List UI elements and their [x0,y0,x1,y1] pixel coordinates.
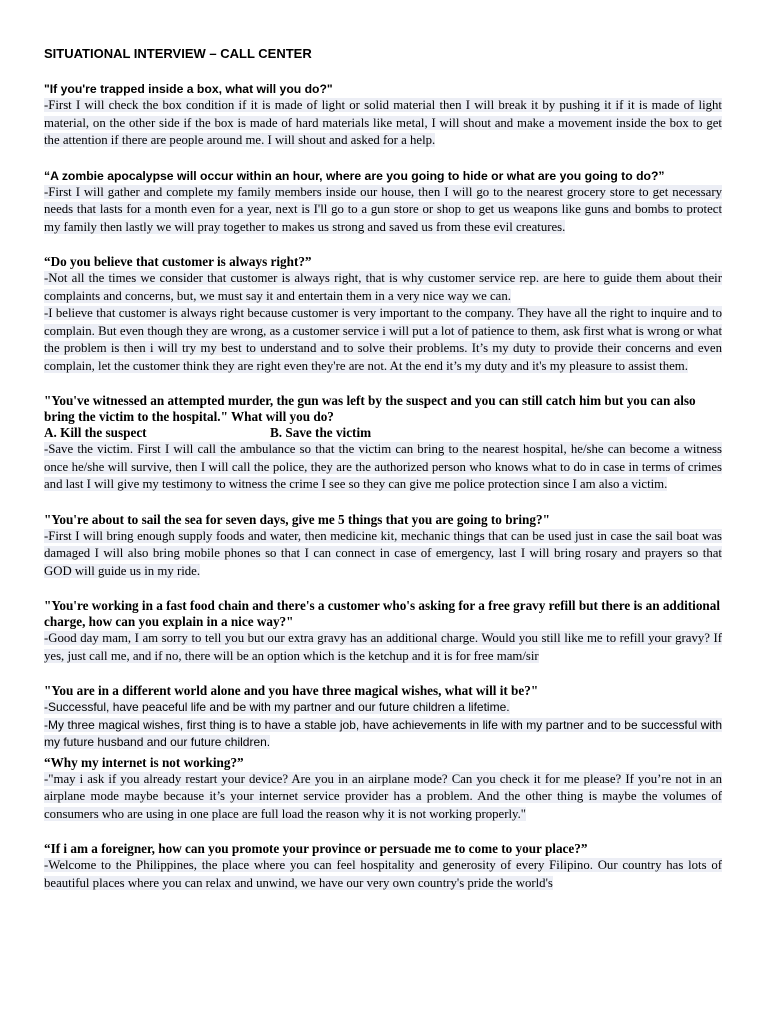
question-gravy: "You're working in a fast food chain and there's a customer who's asking for a free gravy refill but there is an additional charge, how can you explain in a nice way?" [44,598,721,629]
question-block-gravy [44,598,722,665]
answer-wishes-1 [44,699,722,717]
answer-internet-text: -"may i ask if you already restart your device? Are you in an airplane mode? Can you check it for me please? If you’re not in an airplane mode maybe because it’s your internet service provider has a problem. And the other thing is maybe the volumes of consumers who are using in one place are full load the reason why it is not working properly." [44,771,722,821]
question-zombie: “A zombie apocalypse will occur within an hour, where are you going to hide or what are you going to do?” [44,168,665,183]
question-block-wishes [44,683,722,752]
question-block-box [44,81,722,150]
answer-murder [44,441,722,494]
answer-murder-text: -Save the victim. First I will call the ambulance so that the victim can bring to the nearest hospital, he/she can become a witness once he/she will survive, then I will call the police, they are the authorized person who knows what to do in case in terms of crimes and last I will give my testimony to witness the crime I see so they can give me police protection since I am also a victim. [44,442,722,491]
answer-gravy-text: -Good day mam, I am sorry to tell you but our extra gravy has an additional charge. Would you still like me to refill your gravy? If yes, just call me, and if no, there will be an option which is the ketchup and it is for free mam/sir [44,631,722,663]
question-murder: "You've witnessed an attempted murder, the gun was left by the suspect and you can still catch him but you can also bring the victim to the hospital." What will you do? [44,393,696,424]
question-customer-right: “Do you believe that customer is always right?” [44,254,312,269]
question-murder-choices [44,425,722,441]
answer-sail-text: -First I will bring enough supply foods and water, then medicine kit, mechanic things that can be used just in case the sail boat was damaged I will also bring mobile phones so that I can connect in case of emergency, last I will bring rosary and prayers so that GOD will guide us in my ride. [44,528,722,578]
answer-sail [44,528,722,581]
question-block-sail [44,512,722,581]
answer-customer-right-2 [44,305,722,375]
question-box: "If you're trapped inside a box, what will you do?" [44,82,333,96]
question-sail: "You're about to sail the sea for seven days, give me 5 things that you are going to bring?" [44,511,550,527]
question-block-zombie [44,168,722,237]
question-block-internet [44,755,722,824]
answer-box [44,97,722,150]
answer-foreigner [44,857,722,892]
answer-box-text: -First I will check the box condition if it is made of light or solid material then I will break it by pushing it if it is made of light material, on the other side if the box is made of hard materials like metal, I will shout and make a movement inside the box to get the attention if there are people around me. I will shout and asked for a help. [44,98,722,147]
answer-wishes-2-text: -My three magical wishes, first thing is to have a stable job, have achievements in life with my partner and to be successful with my future husband and our future children. [44,717,722,749]
choice-b: B. Save the victim [270,425,372,440]
answer-customer-right-2-text: -I believe that customer is always right because customer is very important to the company. They have all the right to inquire and to complain. But even though they are wrong, as a customer service i will put a lot of patience to them, ask first what is wrong or what the problem is then i will try my best to understand and to solve their problems. It’s my duty to provide their concerns and even complain, let the customer think they are right even they're are not. At the end it’s my duty and it's my pleasure to assist them. [44,306,722,373]
answer-customer-right-1-text: -Not all the times we consider that customer is always right, that is why customer service rep. are here to guide them about their complaints and concerns, but, we must say it and entertain them in a very nice way we can. [44,271,722,303]
answer-customer-right-1 [44,270,722,305]
answer-wishes-1-text: -Successful, have peaceful life and be with my partner and our future children a lifetime. [44,700,510,714]
question-block-murder [44,393,722,494]
answer-internet [44,771,722,824]
choice-a: A. Kill the suspect [44,425,147,440]
question-block-foreigner [44,841,722,892]
question-internet: “Why my internet is not working?” [44,754,244,770]
answer-zombie-text: -First I will gather and complete my family members inside our house, then I will go to the nearest grocery store to get necessary needs that lasts for a month even for a year, next is I'll go to a gun store or shop to get us weapons like guns and bombs to protect my family then lastly we will pray together to makes us strong and saved us from these evil creatures. [44,184,722,234]
document-title: SITUATIONAL INTERVIEW – CALL CENTER [44,46,312,61]
answer-zombie [44,184,722,237]
answer-wishes-2 [44,717,722,752]
answer-gravy [44,630,722,665]
answer-foreigner-text: -Welcome to the Philippines, the place where you can feel hospitality and generosity of every Filipino. Our country has lots of beautiful places where you can relax and unwind, we have our very own country's pride the world's [44,858,722,890]
question-wishes: "You are in a different world alone and you have three magical wishes, what will it be?" [44,683,539,698]
question-foreigner: “If i am a foreigner, how can you promote your province or persuade me to come to your place?” [44,841,588,856]
question-block-customer-right [44,254,722,375]
